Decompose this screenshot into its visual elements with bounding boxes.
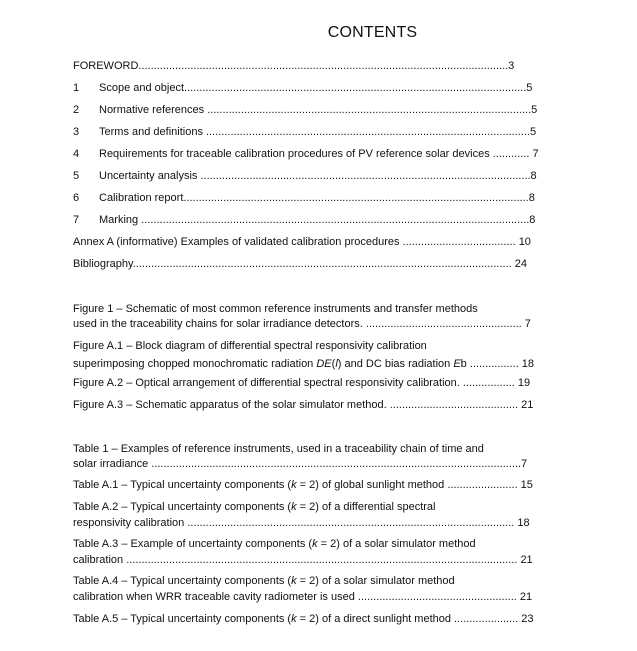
text-run: Table A.5 – Typical uncertainty components (: [73, 613, 292, 625]
symbol-k: k: [291, 613, 297, 625]
toc-number: 7: [73, 214, 80, 226]
text-run: Table A.2 – Typical uncertainty components (: [73, 501, 292, 513]
toc-entry-text: Calibration report.................................................................................................................8: [99, 192, 535, 204]
toc-entry-foreword[interactable]: FOREWORD.........................................................................................................................3: [73, 60, 515, 72]
text-run: (: [331, 358, 336, 370]
toc-entry-normative-references[interactable]: [73, 103, 537, 117]
symbol-k: k: [312, 538, 318, 550]
text-run: Table A.3 – Example of uncertainty components (: [73, 538, 313, 550]
text-run: superimposing chopped monochromatic radiation: [73, 358, 317, 370]
toc-number: 6: [73, 192, 80, 204]
figure-a1-entry[interactable]: [73, 357, 534, 371]
toc-entry-text: Requirements for traceable calibration procedures of PV reference solar devices ............ 7: [99, 148, 539, 160]
text-run: = 2) of a direct sunlight method ..................... 23: [296, 613, 534, 625]
text-run: = 2) of a solar simulator method: [317, 538, 476, 550]
toc-entry-text: Marking ...............................................................................................................................8: [99, 214, 536, 226]
table-a4-entry[interactable]: calibration when WRR traceable cavity radiometer is used .................................................... 21: [73, 591, 533, 603]
symbol-lambda: l: [335, 358, 338, 370]
table-a5-entry[interactable]: [73, 612, 534, 626]
toc-entry-text: Terms and definitions ..........................................................................................................5: [99, 126, 537, 138]
table-a2-entry[interactable]: responsivity calibration ........................................................................................................... 18: [73, 517, 530, 529]
toc-entry-uncertainty[interactable]: [73, 169, 537, 183]
symbol-k: k: [291, 575, 297, 587]
toc-entry-text: Normative references ..........................................................................................................5: [99, 104, 538, 116]
toc-entry-text: Scope and object................................................................................................................5: [99, 82, 533, 94]
toc-entry-terms[interactable]: [73, 125, 536, 139]
symbol-k: k: [291, 501, 297, 513]
page-title: CONTENTS: [327, 24, 418, 41]
table-1-entry[interactable]: solar irradiance .........................................................................................................................7: [73, 458, 528, 470]
toc-number: 5: [73, 170, 80, 182]
text-run: = 2) of global sunlight method ....................... 15: [296, 479, 533, 491]
figure-a1-caption-line1: Figure A.1 – Block diagram of differential spectral responsivity calibration: [73, 340, 427, 352]
toc-entry-requirements[interactable]: [73, 147, 539, 161]
figure-1-caption-line1: Figure 1 – Schematic of most common reference instruments and transfer methods: [73, 303, 478, 315]
text-run: = 2) of a differential spectral: [296, 501, 436, 513]
table-1-caption-line1: Table 1 – Examples of reference instruments, used in a traceability chain of time and: [73, 443, 484, 455]
toc-entry-scope[interactable]: [73, 81, 532, 95]
toc-number: 1: [73, 82, 80, 94]
table-a2-caption-line1: [73, 500, 436, 514]
text-run: = 2) of a solar simulator method: [296, 575, 455, 587]
figure-a3-entry[interactable]: Figure A.3 – Schematic apparatus of the solar simulator method. .......................................... 21: [73, 399, 534, 411]
toc-entry-calibration-report[interactable]: [73, 191, 535, 205]
text-run: b ................ 18: [460, 358, 535, 370]
toc-entry-marking[interactable]: [73, 213, 535, 227]
figure-1-entry[interactable]: used in the traceability chains for solar irradiance detectors. ................................................... 7: [73, 318, 531, 330]
table-a3-caption-line1: [73, 537, 476, 551]
figure-a2-entry[interactable]: Figure A.2 – Optical arrangement of differential spectral responsivity calibration. ................. 19: [73, 377, 531, 389]
table-a1-entry[interactable]: [73, 478, 533, 492]
toc-entry-annex-a[interactable]: Annex A (informative) Examples of validated calibration procedures ..................................... 10: [73, 236, 531, 248]
symbol-de: DE: [316, 358, 332, 370]
table-a4-caption-line1: [73, 574, 455, 588]
toc-number: 4: [73, 148, 80, 160]
text-run: ) and DC bias radiation: [337, 358, 454, 370]
text-run: Table A.4 – Typical uncertainty components (: [73, 575, 292, 587]
toc-entry-bibliography[interactable]: Bibliography............................................................................................................................ 24: [73, 258, 527, 270]
symbol-e: E: [453, 358, 461, 370]
table-a3-entry[interactable]: calibration ................................................................................................................................ 21: [73, 554, 533, 566]
symbol-k: k: [291, 479, 297, 491]
toc-number: 3: [73, 126, 80, 138]
text-run: Table A.1 – Typical uncertainty components (: [73, 479, 292, 491]
toc-entry-text: Uncertainty analysis ............................................................................................................8: [99, 170, 537, 182]
toc-number: 2: [73, 104, 80, 116]
